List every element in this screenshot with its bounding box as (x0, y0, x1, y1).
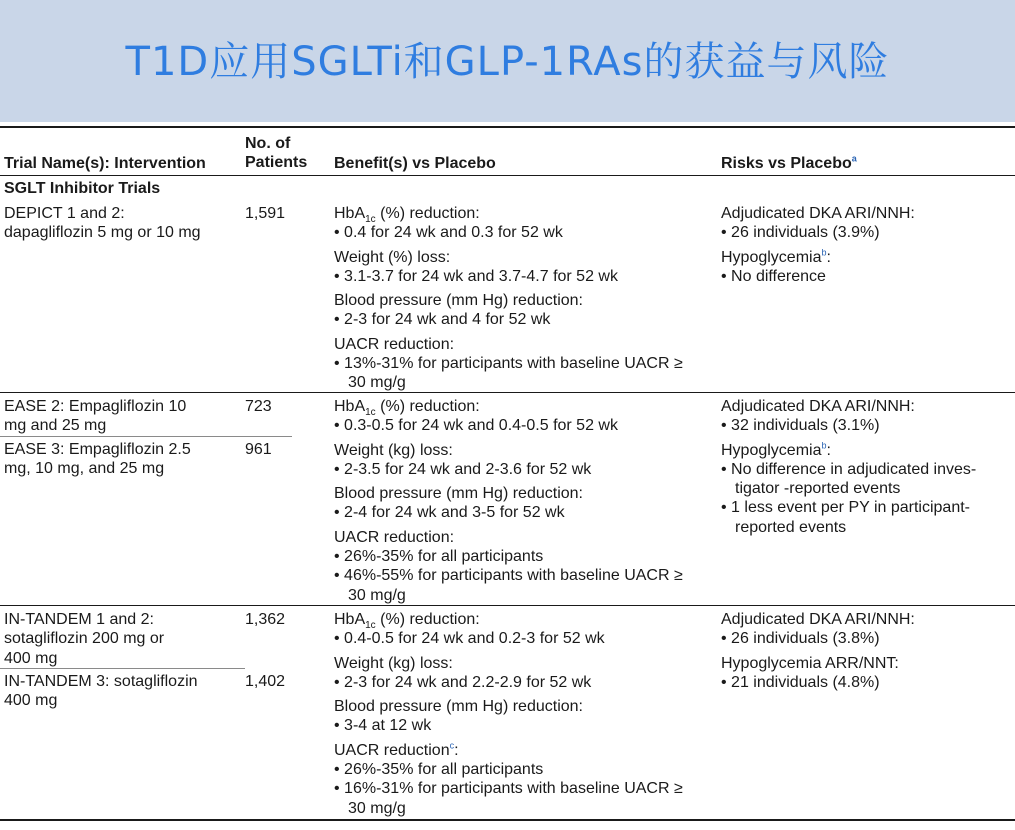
benefit-weight: Weight (kg) loss: • 2-3 for 24 wk and 2.2-2.9 for 52 wk (334, 654, 592, 691)
benefit-weight: Weight (%) loss: • 3.1-3.7 for 24 wk and 3.7-4.7 for 52 wk (334, 248, 618, 285)
page-title: T1D应用SGLTi和GLP-1RAs的获益与风险 (125, 39, 890, 85)
benefit-hba1c: HbA$_{1c}$ (%) reduction: • 0.4 for 24 wk and 0.3 for 52 wk (334, 205, 563, 242)
table-top-rule (0, 126, 1015, 128)
row-intandem-benefits (334, 610, 714, 823)
benefit-uacr: UACR reduction: • 13%-31% for participants with baseline UACR ≥ 30 mg/g (334, 335, 683, 392)
title-banner (0, 0, 1015, 122)
benefit-bp: Blood pressure (mm Hg) reduction: • 2-4 for 24 wk and 3-5 for 52 wk (334, 485, 583, 522)
subrow-divider (0, 668, 245, 669)
benefit-bp: Blood pressure (mm Hg) reduction: • 3-4 at 12 wk (334, 698, 583, 735)
header-patients (245, 134, 307, 172)
row-intandem12-trial: IN-TANDEM 1 and 2: sotagliflozin 200 mg or 400 mg (4, 611, 165, 667)
header-risks (721, 154, 857, 173)
benefit-uacr: UACR reduction$^c$: • 26%-35% for all participants • 16%-31% for participants with baseline UACR ≥ 30 mg/g (334, 740, 683, 817)
row-depict-patients: 1,591 (245, 205, 286, 222)
risk-hypoglycemia: Hypoglycemia$^b$: • No difference (721, 247, 831, 285)
header-risks-label: Risks vs Placebo (721, 155, 852, 172)
row-ease-benefits (334, 397, 714, 610)
row-depict-benefits (334, 204, 714, 398)
header-risks-footnote: a (851, 153, 857, 164)
section-label: SGLT Inhibitor Trials (4, 180, 161, 197)
row-divider (0, 605, 1015, 606)
risk-dka: Adjudicated DKA ARI/NNH: • 32 individuals (3.1%) (721, 398, 915, 435)
benefit-hba1c: HbA$_{1c}$ (%) reduction: • 0.4-0.5 for 24 wk and 0.2-3 for 52 wk (334, 611, 605, 648)
benefit-hba1c: HbA$_{1c}$ (%) reduction: • 0.3-0.5 for 24 wk and 0.4-0.5 for 52 wk (334, 398, 618, 435)
row-ease-risks (721, 397, 1011, 542)
row-ease2-trial: EASE 2: Empagliflozin 10 mg and 25 mg (4, 398, 187, 435)
benefit-uacr: UACR reduction: • 26%-35% for all participants • 46%-55% for participants with baseline UACR ≥ 30 mg/g (334, 528, 683, 604)
benefit-weight: Weight (kg) loss: • 2-3.5 for 24 wk and 2-3.6 for 52 wk (334, 441, 592, 478)
row-ease3-patients: 961 (245, 441, 272, 458)
row-intandem-risks (721, 610, 1011, 697)
benefit-bp: Blood pressure (mm Hg) reduction: • 2-3 for 24 wk and 4 for 52 wk (334, 292, 583, 329)
row-depict-trial: DEPICT 1 and 2: dapagliflozin 5 mg or 10 mg (4, 205, 201, 242)
table-bottom-rule (0, 819, 1015, 821)
row-intandem12-patients: 1,362 (245, 611, 286, 628)
risk-dka: Adjudicated DKA ARI/NNH: • 26 individuals (3.9%) (721, 205, 915, 242)
row-intandem3-trial: IN-TANDEM 3: sotagliflozin 400 mg (4, 673, 198, 710)
risk-dka: Adjudicated DKA ARI/NNH: • 26 individuals (3.8%) (721, 611, 915, 648)
trials-table (0, 126, 1015, 830)
risk-hypoglycemia: Hypoglycemia$^b$: • No difference in adjudicated inves- tigator -reported events • 1 less event per PY in participant- reported events (721, 440, 977, 536)
row-ease3-trial: EASE 3: Empagliflozin 2.5 mg, 10 mg, and 25 mg (4, 441, 191, 478)
row-ease2-patients: 723 (245, 398, 272, 415)
subrow-divider (0, 436, 292, 437)
header-rule (0, 175, 1015, 176)
row-intandem3-patients: 1,402 (245, 673, 286, 690)
row-divider (0, 392, 1015, 393)
header-patients-line2: Patients (245, 154, 308, 171)
header-trial: Trial Name(s): Intervention (4, 155, 206, 172)
header-benefit: Benefit(s) vs Placebo (334, 155, 496, 172)
risk-hypoglycemia: Hypoglycemia ARR/NNT: • 21 individuals (4.8%) (721, 654, 899, 691)
row-depict-risks (721, 204, 1011, 291)
header-patients-line1: No. of (245, 135, 291, 152)
